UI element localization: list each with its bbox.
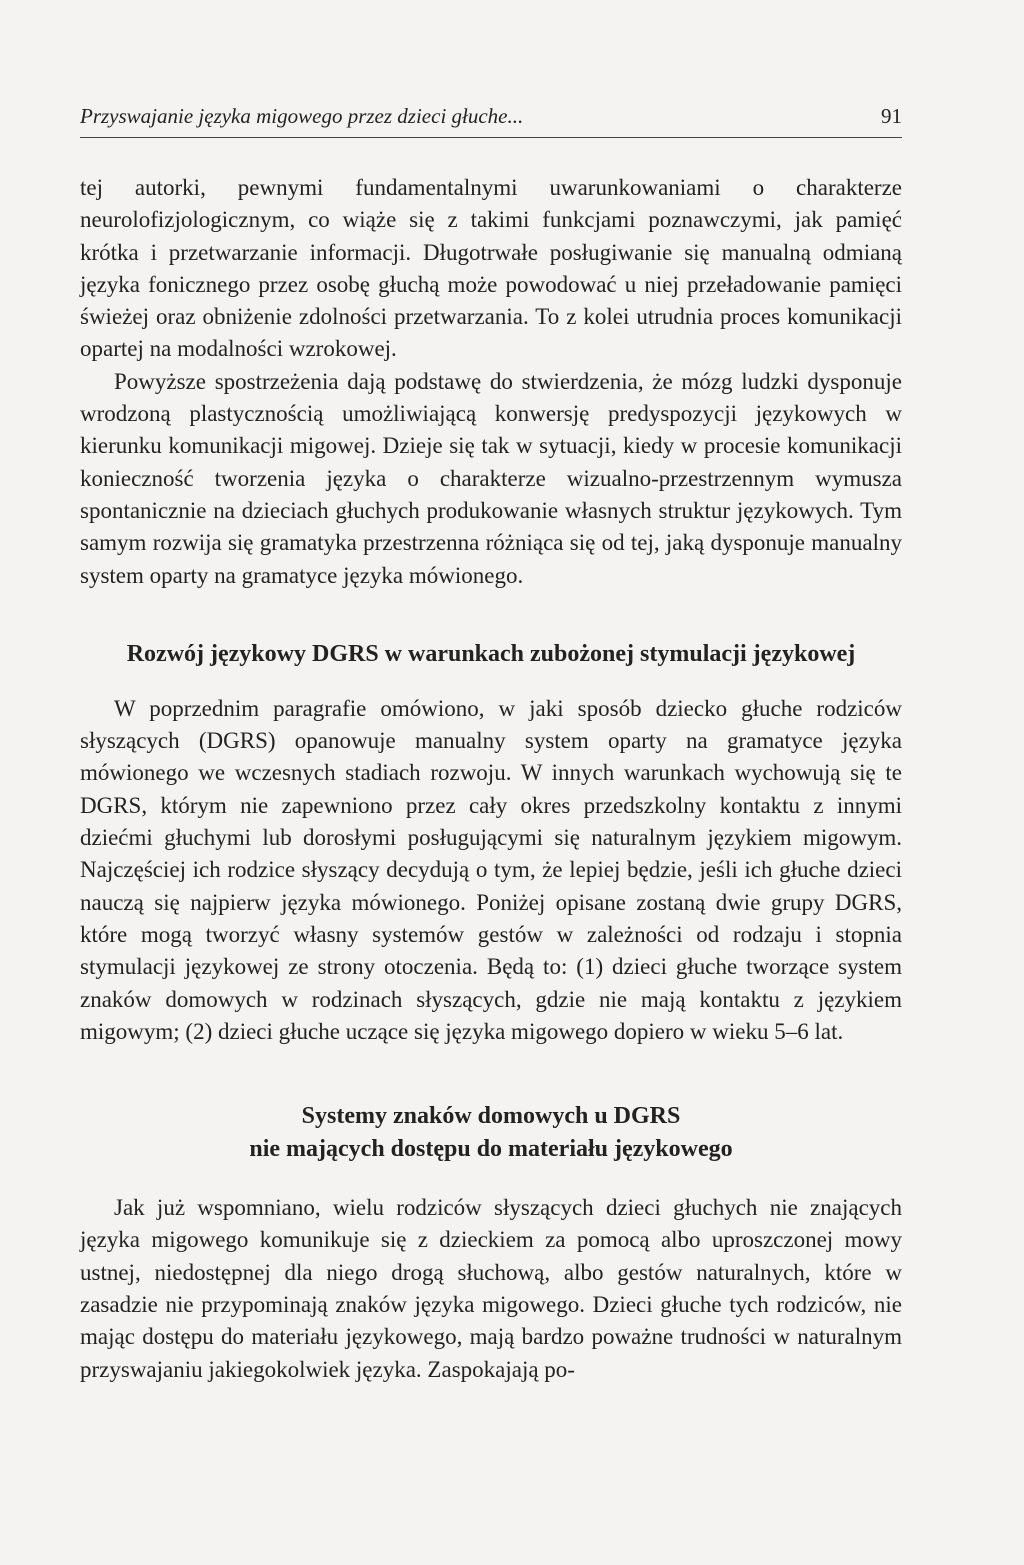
section-heading-2-line-1: Systemy znaków domowych u DGRS [301, 1103, 681, 1130]
header-rule [80, 137, 902, 138]
spacer [80, 1048, 902, 1100]
page-number: 91 [881, 104, 902, 128]
page-body [80, 172, 902, 1386]
section-heading-2 [80, 1100, 902, 1166]
running-head [80, 104, 902, 134]
section-heading-2-line-2: nie mających dostępu do materiału językowego [249, 1136, 733, 1163]
paragraph-1: tej autorki, pewnymi fundamentalnymi uwarunkowaniami o charakterze neurolofizjologicznym, co wiąże się z takimi funkcjami poznawczymi, jak pamięć krótka i przetwarzanie informacji. Długotrwałe posługiwanie się manualną odmianą języka fonicznego przez osobę głuchą może powodować u niej przeładowanie pamięci świeżej oraz obniżenie zdolności przetwarzania. To z kolei utrudnia proces komunikacji opartej na modalności wzrokowej. [80, 175, 902, 362]
paragraph-2: Powyższe spostrzeżenia dają podstawę do stwierdzenia, że mózg ludzki dysponuje wrodzoną plastycznością umożliwiającą konwersję predyspozycji językowych w kierunku komunikacji migowej. Dzieje się tak w sytuacji, kiedy w procesie komunikacji konieczność tworzenia języka o charakterze wizualno-przestrzennym wymusza spontanicznie na dzieciach głuchych produkowanie własnych struktur językowych. Tym samym rozwija się gramatyka przestrzenna różniąca się od tej, jaką dysponuje manualny system oparty na gramatyce języka mówionego. [80, 368, 902, 588]
paragraph-3: W poprzednim paragrafie omówiono, w jaki sposób dziecko głuche rodziców słyszących (DGRS) opanowuje manualny system oparty na gramatyce języka mówionego we wczesnych stadiach rozwoju. W innych warunkach wychowują się te DGRS, którym nie zapewniono przez cały okres przedszkolny kontaktu z innymi dziećmi głuchymi lub dorosłymi posługującymi się naturalnym językiem migowym. Najczęściej ich rodzice słyszący decydują o tym, że lepiej będzie, jeśli ich głuche dzieci nauczą się najpierw języka mówionego. Poniżej opisane zostaną dwie grupy DGRS, które mogą tworzyć własny systemów gestów w zależności od rodzaju i stopnia stymulacji językowej ze strony otoczenia. Będą to: (1) dzieci głuche tworzące system znaków domowych w rodzinach słyszących, gdzie nie mają kontaktu z językiem migowym; (2) dzieci głuche uczące się języka migowego dopiero w wieku 5–6 lat. [80, 695, 902, 1044]
spacer [80, 592, 902, 638]
running-title: Przyswajanie języka migowego przez dzieci głuche... [80, 104, 524, 128]
section-heading-1: Rozwój językowy DGRS w warunkach zubożonej stymulacji językowej [126, 640, 856, 667]
book-page [80, 0, 902, 1565]
spacer [80, 671, 902, 693]
spacer [80, 1166, 902, 1192]
paragraph-4: Jak już wspomniano, wielu rodziców słyszących dzieci głuchych nie znających języka migowego komunikuje się z dzieckiem za pomocą albo uproszczonej mowy ustnej, niedostępnej dla niego drogą słuchową, albo gestów naturalnych, które w zasadzie nie przypominają znaków języka migowego. Dzieci głuche tych rodziców, nie mając dostępu do materiału językowego, mają bardzo poważne trudności w naturalnym przyswajaniu jakiegokolwiek języka. Zaspokajają po- [80, 1195, 902, 1382]
